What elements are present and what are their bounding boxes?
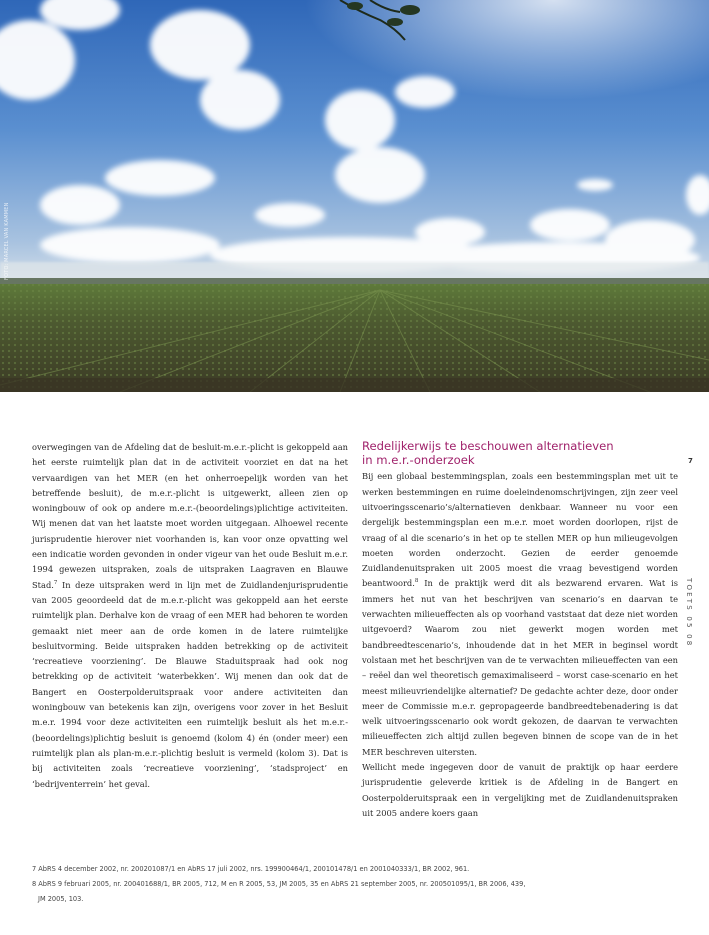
footnotes <box>32 862 632 907</box>
footnote-ref-7[interactable]: 7 <box>53 579 58 586</box>
footnote-8-continued: JM 2005, 103. <box>38 895 84 903</box>
footnote-ref-8[interactable]: 8 <box>414 578 419 585</box>
running-head: TOETS 05 08 <box>685 578 693 648</box>
header-photo <box>0 0 709 392</box>
right-column <box>362 439 678 821</box>
section-heading-line-2: in m.e.r.-onderzoek <box>362 453 475 468</box>
section-heading-line-1: Redelijkerwijs te beschouwen alternatieven <box>362 439 614 453</box>
right-paragraph-1-text: Bij een globaal bestemmingsplan, zoals een bestemmingsplan met uit te werken bestemmingen en ruime doeleindenomschrijvingen, zijn zeer veel uitvoeringsscenario’s/alternatieven denkbaar. Wanneer nu voor een dergelijk bestemmingsplan een m.e.r. moet worden doorlopen, rijst de vraag of al die scenario’s in het op te stellen MER op hun milieugevolgen moeten worden onderzocht. Gezien de eerder genoemde Zuidlandenuitspraken uit 2005 moest die vraag bevestigend worden beantwoord. <box>362 471 678 589</box>
photo-credit: FOTO: MARCEL VAN KAMMEN <box>4 202 10 280</box>
footnote-8: 8 AbRS 9 februari 2005, nr. 200401688/1, BR 2005, 712, M en R 2005, 53, JM 2005, 35 en AbRS 21 september 2005, nr. 200501095/1, BR 2006, 439, <box>32 880 526 888</box>
right-paragraph-1 <box>362 469 678 760</box>
left-paragraph-text: overwegingen van de Afdeling dat de besluit-m.e.r.-plicht is gekoppeld aan het eerste ruimtelijk plan dat in de activiteit voorziet en dat na het vervaardigen van het MER (en het onherroepelijk worden van het betreffende besluit), de m.e.r.-plicht is uitgewerkt, alleen zien op woningbouw of ook op andere m.e.r.-(beoordelings)plichtige activiteiten. Wij menen dat van het laatste moet worden uitgegaan. Alhoewel recente jurisprudentie hierover niet voorhanden is, kan voor onze opvatting wel een indicatie worden gevonden in onder vigeur van het oude Besluit m.e.r. 1994 gewezen uitspraken, zoals de uitspraken Laagraven en Blauwe Stad. <box>32 442 348 590</box>
left-paragraph <box>32 440 348 792</box>
left-column <box>32 440 348 792</box>
landscape-image <box>0 0 709 392</box>
right-paragraph-1-continued: In de praktijk werd dit als bezwarend ervaren. Wat is immers het nut van het beschrijven van scenario’s en daarvan te verwachten milieueffecten als op voorhand vaststaat dat deze niet worden uitgevoerd? Waarom zou niet gewerkt mogen worden met bandbreedtescenario’s, inhoudende dat in het MER in beginsel wordt volstaan met het beschrijven van de te verwachten milieueffecten van een – reëel dan wel theoretisch gemaximaliseerd – worst case-scenario en het meest milieuvriendelijke alternatief? De gedachte achter deze, door onder meer de Commissie m.e.r. gepropageerde bandbreedtebenadering is dat welk uitvoeringsscenario ook wordt gekozen, de daarvan te verwachten milieueffecten zich altijd zullen begeven binnen de scope van de in het MER beschreven uitersten. <box>362 578 678 757</box>
footnote-7: 7 AbRS 4 december 2002, nr. 200201087/1 en AbRS 17 juli 2002, nrs. 199900464/1, 200101478/1 en 2001040333/1, BR 2002, 961. <box>32 865 470 873</box>
left-paragraph-continued: In deze uitspraken werd in lijn met de Zuidlandenjurisprudentie van 2005 geoordeeld dat de m.e.r.-plicht was gekoppeld aan het eerste ruimtelijk plan. Derhalve kon de vraag of een MER had behoren te worden gemaakt niet meer aan de orde komen in de latere ruimtelijke besluitvorming. Beide uitspraken hadden betrekking op de activiteit ‘recreatieve voorziening’. De Blauwe Staduitspraak had ook nog betrekking op de activiteit ‘waterbekken’. Wij menen dan ook dat de Bangert en Oosterpolderuitspraak voor andere activiteiten dan woningbouw van betekenis kan zijn, overigens voor zover in het Besluit m.e.r. 1994 voor deze activiteiten een ruimtelijk besluit als het m.e.r.-(beoordelings)plichtig besluit is genoemd (kolom 4) én (onder meer) een ruimtelijk plan als plan-m.e.r.-plichtig besluit is vermeld (kolom 3). Dat is bij activiteiten zoals ‘recreatieve voorziening’, ‘stadsproject’ en ‘bedrijventerrein’ het geval. <box>32 579 348 789</box>
page-number: 7 <box>688 457 693 465</box>
section-heading <box>362 439 678 467</box>
right-paragraph-2: Wellicht mede ingegeven door de vanuit de praktijk op haar eerdere jurisprudentie geleverde kritiek is de Afdeling in de Bangert en Oosterpolderuitspraak een in vergelijking met de Zuidlandenuitspraken uit 2005 andere koers gaan <box>362 762 678 818</box>
